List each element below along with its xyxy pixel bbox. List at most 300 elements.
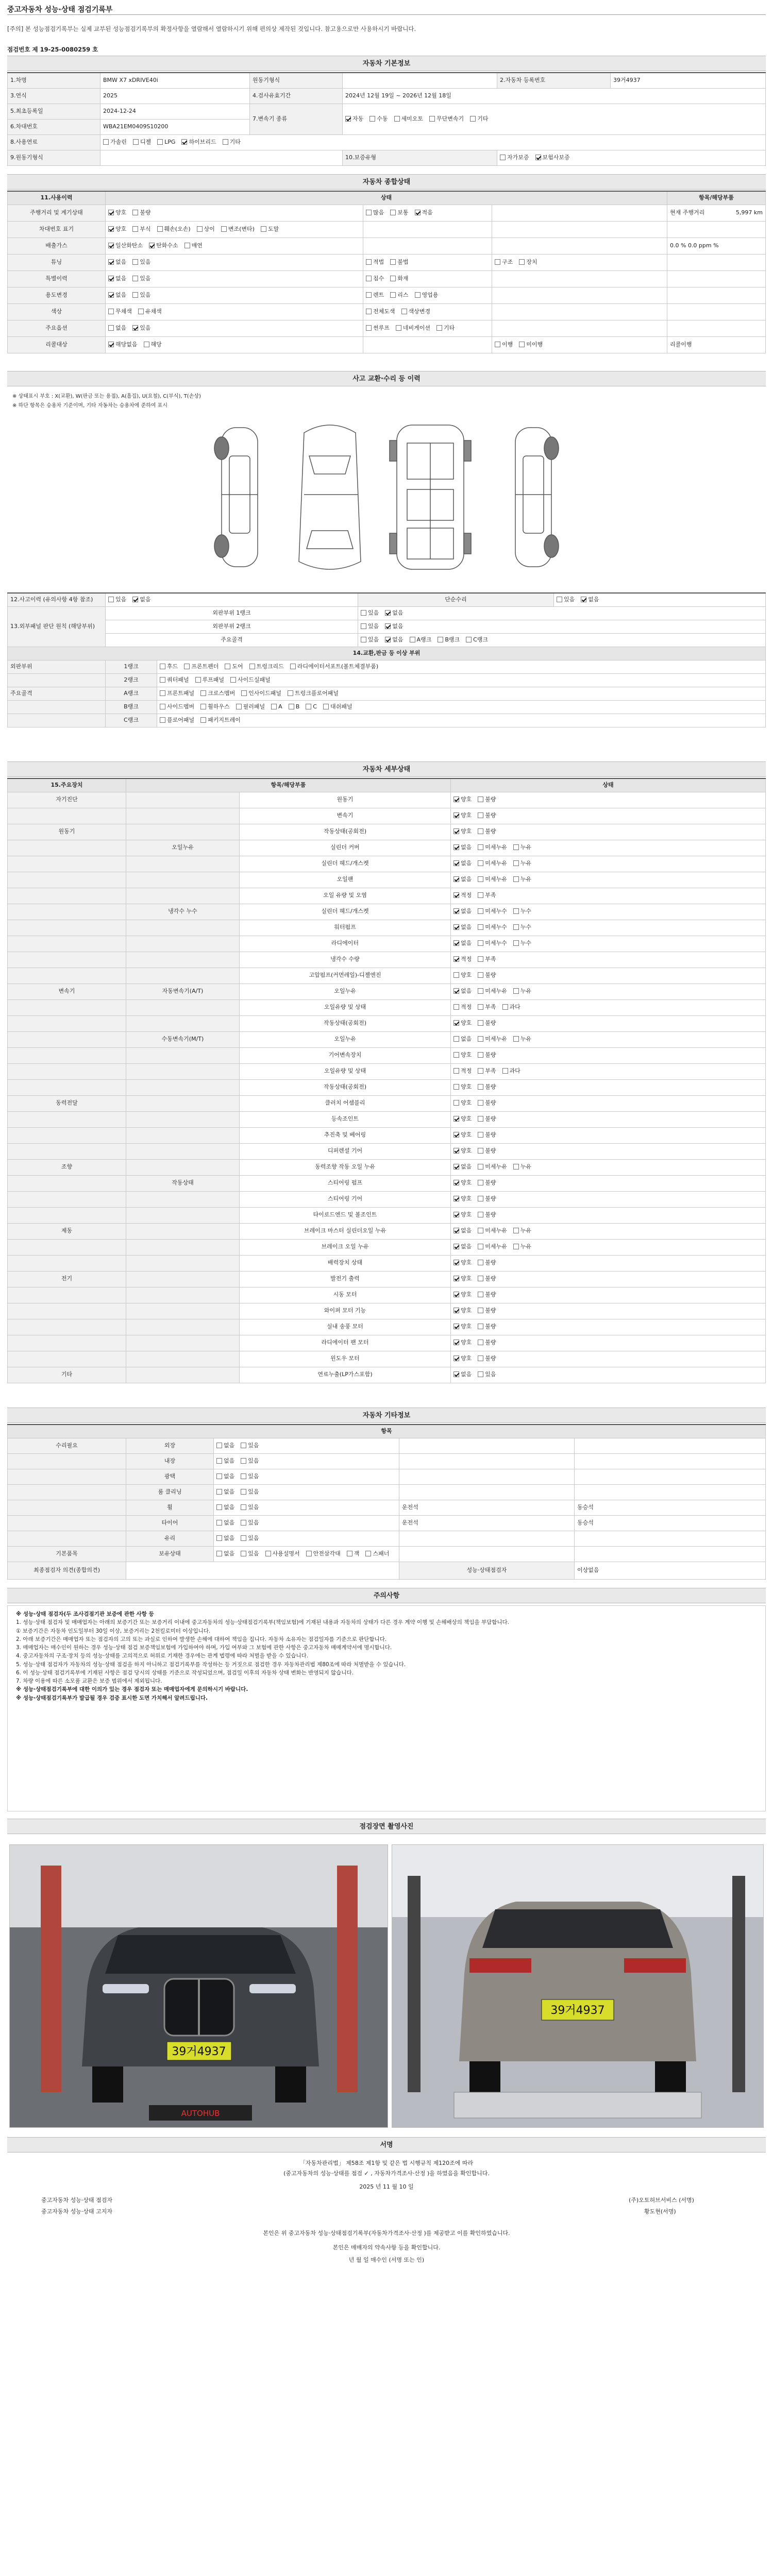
checkbox-icon[interactable] [361,610,366,616]
checkbox-option[interactable] [453,1228,472,1234]
checkbox-icon[interactable] [366,210,372,215]
checkbox-option[interactable] [366,276,384,282]
checkbox-icon[interactable] [216,1520,222,1526]
checkbox-icon[interactable] [221,226,227,232]
checked-box-icon[interactable] [385,623,391,629]
checkbox-option[interactable] [478,924,507,931]
checkbox-icon[interactable] [288,690,293,696]
checkbox-icon[interactable] [478,844,483,850]
checkbox-option[interactable] [200,704,230,710]
checkbox-option[interactable] [478,1308,496,1314]
checkbox-icon[interactable] [390,259,396,265]
checkbox-icon[interactable] [241,1551,246,1556]
checkbox-icon[interactable] [513,844,519,850]
checkbox-icon[interactable] [216,1535,222,1541]
checkbox-option[interactable] [241,690,281,697]
checkbox-icon[interactable] [241,1489,246,1495]
checkbox-icon[interactable] [513,1164,519,1170]
checkbox-option[interactable] [519,342,543,348]
checkbox-icon[interactable] [390,292,396,298]
checkbox-icon[interactable] [103,139,109,145]
checkbox-option[interactable] [144,342,162,348]
checkbox-icon[interactable] [478,1132,483,1138]
checkbox-option[interactable] [453,956,472,963]
checked-box-icon[interactable] [453,1355,459,1361]
checkbox-icon[interactable] [216,1458,222,1464]
checkbox-option[interactable] [365,1551,389,1557]
checkbox-icon[interactable] [478,812,483,818]
checkbox-icon[interactable] [241,1520,246,1526]
checked-box-icon[interactable] [385,637,391,642]
checkbox-option[interactable] [500,155,529,161]
checked-box-icon[interactable] [453,1116,459,1122]
checkbox-option[interactable] [453,1004,472,1011]
checkbox-icon[interactable] [132,259,138,265]
checkbox-icon[interactable] [478,1020,483,1026]
checkbox-option[interactable] [453,908,472,915]
checkbox-icon[interactable] [429,116,435,122]
checkbox-option[interactable] [223,139,241,146]
checkbox-option[interactable] [132,210,150,216]
checkbox-option[interactable] [453,1324,472,1330]
checkbox-icon[interactable] [160,677,165,683]
checkbox-option[interactable] [502,1068,520,1075]
checkbox-icon[interactable] [366,276,372,281]
checkbox-option[interactable] [261,226,279,233]
checked-box-icon[interactable] [453,1244,459,1249]
checkbox-option[interactable] [216,1458,234,1465]
checkbox-option[interactable] [241,1551,259,1557]
checkbox-option[interactable] [366,325,390,332]
checked-box-icon[interactable] [108,292,114,298]
checkbox-icon[interactable] [230,677,236,683]
checkbox-option[interactable] [478,1180,496,1187]
checkbox-icon[interactable] [216,1489,222,1495]
checkbox-option[interactable] [453,1340,472,1346]
checkbox-icon[interactable] [513,924,519,930]
checkbox-icon[interactable] [195,677,201,683]
checkbox-icon[interactable] [200,717,206,723]
checkbox-option[interactable] [478,1260,496,1266]
checkbox-option[interactable] [453,812,472,819]
checkbox-option[interactable] [132,276,150,282]
checkbox-option[interactable] [453,892,472,899]
checkbox-icon[interactable] [366,309,372,314]
checkbox-icon[interactable] [200,690,206,696]
checkbox-icon[interactable] [478,860,483,866]
checkbox-option[interactable] [225,664,243,670]
checkbox-icon[interactable] [478,1260,483,1265]
checkbox-icon[interactable] [366,259,372,265]
checked-box-icon[interactable] [453,860,459,866]
checkbox-option[interactable] [453,1371,472,1378]
checkbox-icon[interactable] [410,637,415,642]
checked-box-icon[interactable] [453,828,459,834]
checkbox-option[interactable] [241,1520,259,1527]
checkbox-icon[interactable] [160,690,165,696]
checkbox-icon[interactable] [478,1196,483,1201]
checked-box-icon[interactable] [108,276,114,281]
checkbox-icon[interactable] [108,597,114,602]
checkbox-option[interactable] [241,1443,259,1449]
checkbox-option[interactable] [216,1551,234,1557]
checked-box-icon[interactable] [453,1212,459,1217]
checkbox-icon[interactable] [500,155,506,160]
checkbox-option[interactable] [241,1458,259,1465]
checkbox-option[interactable] [513,908,531,915]
checkbox-icon[interactable] [157,139,163,145]
checkbox-icon[interactable] [513,860,519,866]
checkbox-option[interactable] [385,610,403,617]
checked-box-icon[interactable] [108,243,114,248]
checkbox-option[interactable] [361,610,379,617]
checkbox-option[interactable] [415,210,433,216]
checkbox-option[interactable] [436,325,455,332]
checkbox-icon[interactable] [241,1504,246,1510]
checked-box-icon[interactable] [453,1292,459,1297]
checkbox-option[interactable] [306,704,317,710]
checkbox-option[interactable] [108,325,126,332]
checkbox-option[interactable] [160,664,178,670]
checkbox-option[interactable] [478,1052,496,1059]
checkbox-option[interactable] [108,342,138,348]
checkbox-option[interactable] [385,637,403,643]
checked-box-icon[interactable] [453,1228,459,1233]
checkbox-option[interactable] [453,1196,472,1202]
checked-box-icon[interactable] [108,226,114,232]
checkbox-option[interactable] [453,940,472,947]
checkbox-icon[interactable] [470,116,476,122]
checkbox-icon[interactable] [394,116,400,122]
checkbox-icon[interactable] [132,210,138,215]
checkbox-option[interactable] [157,139,175,146]
checkbox-icon[interactable] [160,704,165,709]
checkbox-icon[interactable] [502,1004,508,1010]
checkbox-icon[interactable] [401,309,407,314]
checkbox-icon[interactable] [519,259,525,265]
checkbox-icon[interactable] [365,1551,371,1556]
checkbox-icon[interactable] [478,1004,483,1010]
checkbox-icon[interactable] [513,1228,519,1233]
checkbox-option[interactable] [366,259,384,266]
checkbox-icon[interactable] [241,690,247,696]
checkbox-icon[interactable] [160,717,165,723]
checkbox-option[interactable] [195,677,225,684]
checkbox-icon[interactable] [197,226,203,232]
checkbox-option[interactable] [288,690,339,697]
checkbox-option[interactable] [415,292,439,299]
checkbox-option[interactable] [557,597,575,603]
checkbox-icon[interactable] [289,704,294,709]
checkbox-option[interactable] [216,1504,234,1511]
checkbox-icon[interactable] [478,1340,483,1345]
checkbox-option[interactable] [160,677,189,684]
checkbox-option[interactable] [478,1292,496,1298]
checkbox-option[interactable] [236,704,265,710]
checkbox-icon[interactable] [261,226,266,232]
checkbox-option[interactable] [103,139,127,146]
checkbox-option[interactable] [513,860,531,867]
checked-box-icon[interactable] [453,1132,459,1138]
checkbox-option[interactable] [453,796,472,803]
checkbox-option[interactable] [478,1355,496,1362]
checkbox-icon[interactable] [478,1180,483,1185]
checkbox-option[interactable] [366,292,384,299]
checkbox-option[interactable] [216,1520,234,1527]
checkbox-icon[interactable] [390,210,396,215]
checkbox-option[interactable] [347,1551,360,1557]
checkbox-icon[interactable] [478,892,483,898]
checkbox-icon[interactable] [478,1244,483,1249]
checkbox-option[interactable] [108,210,126,216]
checked-box-icon[interactable] [453,1371,459,1377]
checkbox-option[interactable] [453,988,472,995]
checkbox-icon[interactable] [478,956,483,962]
checkbox-option[interactable] [216,1535,234,1542]
checkbox-icon[interactable] [478,1212,483,1217]
checkbox-option[interactable] [453,1308,472,1314]
checkbox-option[interactable] [478,1244,507,1250]
checkbox-option[interactable] [453,1164,472,1171]
checkbox-icon[interactable] [519,342,525,347]
checkbox-icon[interactable] [241,1535,246,1541]
checkbox-icon[interactable] [453,1052,459,1058]
checkbox-option[interactable] [230,677,271,684]
checkbox-icon[interactable] [478,796,483,802]
checkbox-icon[interactable] [290,664,296,669]
checkbox-option[interactable] [453,1084,472,1091]
checkbox-option[interactable] [478,876,507,883]
checkbox-option[interactable] [390,292,408,299]
checkbox-option[interactable] [478,1324,496,1330]
checkbox-icon[interactable] [557,597,562,602]
checkbox-option[interactable] [132,292,150,299]
checkbox-icon[interactable] [478,924,483,930]
checkbox-icon[interactable] [241,1473,246,1479]
checkbox-option[interactable] [361,637,379,643]
checked-box-icon[interactable] [453,956,459,962]
checkbox-option[interactable] [478,892,496,899]
checkbox-option[interactable] [390,259,408,266]
checked-box-icon[interactable] [453,1308,459,1313]
checkbox-option[interactable] [502,1004,520,1011]
checkbox-icon[interactable] [366,292,372,298]
checkbox-icon[interactable] [108,325,114,331]
checkbox-option[interactable] [108,292,126,299]
checked-box-icon[interactable] [132,325,138,331]
checkbox-option[interactable] [160,717,194,724]
checkbox-option[interactable] [513,924,531,931]
checkbox-icon[interactable] [513,908,519,914]
checked-box-icon[interactable] [453,876,459,882]
checked-box-icon[interactable] [345,116,351,122]
checked-box-icon[interactable] [453,940,459,946]
checkbox-option[interactable] [108,226,126,233]
checkbox-icon[interactable] [478,908,483,914]
checkbox-option[interactable] [396,325,430,332]
checkbox-option[interactable] [271,704,282,710]
checkbox-icon[interactable] [453,1036,459,1042]
checked-box-icon[interactable] [453,1324,459,1329]
checkbox-option[interactable] [453,1052,472,1059]
checkbox-icon[interactable] [478,1228,483,1233]
checkbox-icon[interactable] [513,1036,519,1042]
checkbox-icon[interactable] [108,309,114,314]
checkbox-icon[interactable] [453,1068,459,1074]
checked-box-icon[interactable] [453,988,459,994]
checkbox-icon[interactable] [453,972,459,978]
checkbox-option[interactable] [519,259,537,266]
checkbox-icon[interactable] [453,1084,459,1090]
checked-box-icon[interactable] [453,1020,459,1026]
checkbox-option[interactable] [390,276,408,282]
checkbox-option[interactable] [216,1443,234,1449]
checkbox-icon[interactable] [502,1068,508,1074]
checkbox-option[interactable] [241,1473,259,1480]
checkbox-option[interactable] [478,828,496,835]
checkbox-option[interactable] [535,155,570,161]
checkbox-option[interactable] [478,1068,496,1075]
checked-box-icon[interactable] [453,1164,459,1170]
checkbox-option[interactable] [478,1116,496,1123]
checkbox-icon[interactable] [133,139,139,145]
checkbox-option[interactable] [200,717,241,724]
checkbox-option[interactable] [478,1196,496,1202]
checkbox-option[interactable] [478,1212,496,1218]
checkbox-icon[interactable] [415,292,421,298]
checkbox-option[interactable] [184,243,203,249]
checkbox-icon[interactable] [513,988,519,994]
checkbox-icon[interactable] [478,972,483,978]
checkbox-option[interactable] [453,972,472,979]
checkbox-option[interactable] [453,860,472,867]
checkbox-option[interactable] [513,1164,531,1171]
checkbox-option[interactable] [513,1228,531,1234]
checkbox-option[interactable] [581,597,599,603]
checkbox-option[interactable] [200,690,235,697]
checkbox-option[interactable] [478,972,496,979]
checkbox-icon[interactable] [216,1504,222,1510]
checkbox-option[interactable] [366,309,395,315]
checkbox-icon[interactable] [436,325,442,331]
checked-box-icon[interactable] [453,1340,459,1345]
checkbox-option[interactable] [478,908,507,915]
checkbox-icon[interactable] [271,704,277,709]
checkbox-option[interactable] [513,988,531,995]
checked-box-icon[interactable] [453,796,459,802]
checkbox-option[interactable] [513,940,531,947]
checkbox-icon[interactable] [478,1355,483,1361]
checked-box-icon[interactable] [108,210,114,215]
checkbox-icon[interactable] [306,704,311,709]
checkbox-option[interactable] [290,664,378,670]
checkbox-icon[interactable] [265,1551,271,1556]
checkbox-option[interactable] [197,226,215,233]
checkbox-option[interactable] [478,796,496,803]
checkbox-icon[interactable] [369,116,375,122]
checkbox-option[interactable] [241,1535,259,1542]
checkbox-option[interactable] [470,116,488,123]
checkbox-option[interactable] [478,988,507,995]
checkbox-option[interactable] [108,597,126,603]
checked-box-icon[interactable] [453,1196,459,1201]
checkbox-option[interactable] [478,1100,496,1107]
checkbox-option[interactable] [513,876,531,883]
checked-box-icon[interactable] [181,139,187,145]
checkbox-option[interactable] [478,1084,496,1091]
checkbox-icon[interactable] [138,309,144,314]
checkbox-option[interactable] [133,139,151,146]
checkbox-icon[interactable] [478,1324,483,1329]
checkbox-option[interactable] [265,1551,300,1557]
checkbox-option[interactable] [453,844,472,851]
checkbox-option[interactable] [478,956,496,963]
checkbox-option[interactable] [478,1036,507,1043]
checked-box-icon[interactable] [149,243,155,248]
checkbox-option[interactable] [513,844,531,851]
checkbox-option[interactable] [478,1020,496,1027]
checkbox-option[interactable] [241,1489,259,1496]
checkbox-option[interactable] [453,1180,472,1187]
checked-box-icon[interactable] [385,610,391,616]
checkbox-option[interactable] [108,243,143,249]
checkbox-option[interactable] [453,1116,472,1123]
checkbox-icon[interactable] [361,623,366,629]
checkbox-option[interactable] [149,243,178,249]
checkbox-option[interactable] [160,690,194,697]
checked-box-icon[interactable] [415,210,421,215]
checked-box-icon[interactable] [108,259,114,265]
checkbox-icon[interactable] [513,1244,519,1249]
checkbox-option[interactable] [132,325,150,332]
checked-box-icon[interactable] [453,844,459,850]
checkbox-icon[interactable] [184,243,190,248]
checkbox-icon[interactable] [132,226,138,232]
checkbox-option[interactable] [216,1489,234,1496]
checkbox-option[interactable] [478,1164,507,1171]
checkbox-option[interactable] [478,1132,496,1139]
checkbox-icon[interactable] [466,637,472,642]
checkbox-icon[interactable] [157,226,163,232]
checkbox-icon[interactable] [478,940,483,946]
checkbox-option[interactable] [453,1244,472,1250]
checkbox-option[interactable] [157,226,191,233]
checkbox-icon[interactable] [478,1292,483,1297]
checkbox-option[interactable] [345,116,363,123]
checkbox-icon[interactable] [323,704,329,709]
checkbox-option[interactable] [216,1473,234,1480]
checkbox-option[interactable] [478,1276,496,1282]
checkbox-option[interactable] [453,1068,472,1075]
checkbox-option[interactable] [369,116,388,123]
checkbox-icon[interactable] [478,1308,483,1313]
checkbox-option[interactable] [453,1292,472,1298]
checkbox-icon[interactable] [513,876,519,882]
checkbox-option[interactable] [108,259,126,266]
checked-box-icon[interactable] [453,1180,459,1185]
checkbox-icon[interactable] [453,1004,459,1010]
checkbox-option[interactable] [466,637,488,643]
checkbox-option[interactable] [478,1004,496,1011]
checkbox-icon[interactable] [144,342,149,347]
checkbox-icon[interactable] [184,664,190,669]
checkbox-option[interactable] [478,812,496,819]
checked-box-icon[interactable] [453,1276,459,1281]
checkbox-option[interactable] [289,704,300,710]
checkbox-option[interactable] [361,623,379,630]
checkbox-icon[interactable] [478,1036,483,1042]
checkbox-icon[interactable] [160,664,165,669]
